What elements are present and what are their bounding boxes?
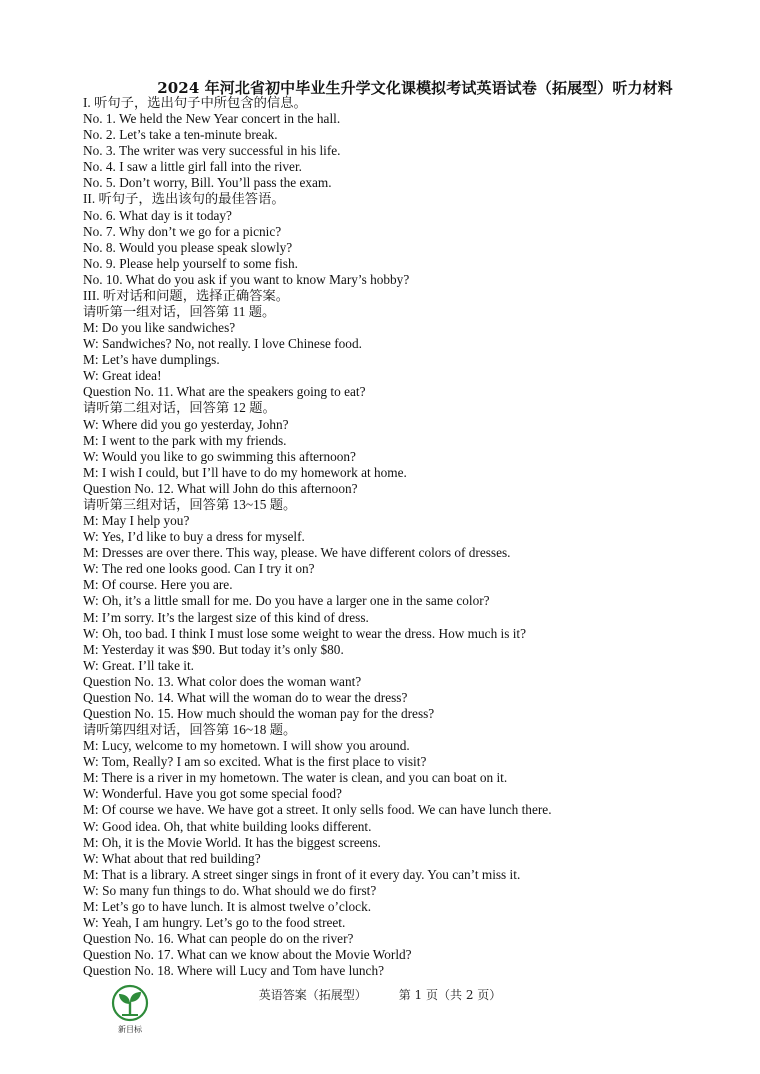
text-line: No. 5. Don’t worry, Bill. You’ll pass the exam. xyxy=(83,175,332,191)
text-line: 请听第一组对话，回答第 11 题。 xyxy=(83,304,276,320)
text-line: No. 8. Would you please speak slowly? xyxy=(83,239,293,255)
text-line: I. 听句子，选出句子中所包含的信息。 xyxy=(83,95,307,110)
text-line: M: Do you like sandwiches? xyxy=(83,320,236,336)
text-line: No. 1. We held the New Year concert in the hall. xyxy=(83,111,341,127)
text-line: M: Lucy, welcome to my hometown. I will show you around. xyxy=(83,738,410,754)
text-line: Question No. 11. What are the speakers going to eat? xyxy=(83,384,366,400)
text-line: Question No. 17. What can we know about the Movie World? xyxy=(83,947,412,963)
text-line: W: Where did you go yesterday, John? xyxy=(83,416,289,432)
logo-text: 新目标 xyxy=(118,1025,142,1034)
text-line: M: I’m sorry. It’s the largest size of this kind of dress. xyxy=(83,609,369,625)
text-line: Question No. 12. What will John do this afternoon? xyxy=(83,480,358,496)
text-line: No. 2. Let’s take a ten-minute break. xyxy=(83,127,278,143)
text-line: 请听第四组对话，回答第 16~18 题。 xyxy=(83,722,297,738)
text-line: W: Yes, I’d like to buy a dress for myself. xyxy=(83,529,305,545)
text-line: II. 听句子，选出该句的最佳答语。 xyxy=(83,191,285,207)
text-line: M: Let’s go to have lunch. It is almost twelve o’clock. xyxy=(83,898,372,914)
text-line: M: Of course we have. We have got a street. It only sells food. We can have lunch there. xyxy=(83,802,552,818)
text-line: No. 3. The writer was very successful in his life. xyxy=(83,143,341,159)
text-line: No. 9. Please help yourself to some fish. xyxy=(83,255,298,271)
text-line: M: Oh, it is the Movie World. It has the biggest screens. xyxy=(83,834,381,850)
text-line: No. 7. Why don’t we go for a picnic? xyxy=(83,223,282,239)
text-line: W: Yeah, I am hungry. Let’s go to the food street. xyxy=(83,914,346,930)
text-line: Question No. 13. What color does the woman want? xyxy=(83,673,362,689)
text-line: M: May I help you? xyxy=(83,513,190,529)
footer-page-number: 第 1 页（共 2 页） xyxy=(398,988,502,1002)
page-footer xyxy=(0,986,760,1003)
text-line: M: Of course. Here you are. xyxy=(83,577,233,593)
text-line: W: Oh, it’s a little small for me. Do you have a larger one in the same color? xyxy=(83,593,490,609)
text-line: No. 6. What day is it today? xyxy=(83,207,232,223)
document-title: 2024 年河北省初中毕业生升学文化课模拟考试英语试卷（拓展型）听力材料 xyxy=(157,79,673,97)
text-line: 请听第三组对话，回答第 13~15 题。 xyxy=(83,496,297,512)
text-line: W: Would you like to go swimming this afternoon? xyxy=(83,448,356,464)
text-line: Question No. 18. Where will Lucy and Tom have lunch? xyxy=(83,963,385,979)
text-line: W: Great idea! xyxy=(83,368,162,384)
text-line: W: Good idea. Oh, that white building looks different. xyxy=(83,818,372,834)
text-line: Question No. 14. What will the woman do to wear the dress? xyxy=(83,689,408,705)
text-line: W: Oh, too bad. I think I must lose some weight to wear the dress. How much is it? xyxy=(83,625,527,641)
text-line: W: Great. I’ll take it. xyxy=(83,657,195,673)
text-line: Question No. 15. How much should the woman pay for the dress? xyxy=(83,705,435,721)
text-line: M: I went to the park with my friends. xyxy=(83,432,287,448)
text-line: 请听第二组对话，回答第 12 题。 xyxy=(83,400,276,416)
text-line: No. 10. What do you ask if you want to know Mary’s hobby? xyxy=(83,271,410,287)
text-line: W: Sandwiches? No, not really. I love Chinese food. xyxy=(83,336,362,352)
text-line: III. 听对话和问题，选择正确答案。 xyxy=(83,287,290,303)
text-line: M: That is a library. A street singer sings in front of it every day. You can’t miss it. xyxy=(83,866,521,882)
text-line: M: There is a river in my hometown. The water is clean, and you can boat on it. xyxy=(83,770,508,786)
text-line: W: The red one looks good. Can I try it on? xyxy=(83,561,315,577)
text-line: W: Tom, Really? I am so excited. What is the first place to visit? xyxy=(83,754,427,770)
text-line: W: What about that red building? xyxy=(83,850,261,866)
text-line: M: Let’s have dumplings. xyxy=(83,352,220,368)
footer-label: 英语答案（拓展型） xyxy=(258,988,367,1002)
text-line: W: Wonderful. Have you got some special food? xyxy=(83,786,342,802)
text-line: M: Yesterday it was $90. But today it’s only $80. xyxy=(83,641,344,657)
document-body xyxy=(83,95,723,979)
text-line: W: So many fun things to do. What should we do first? xyxy=(83,882,377,898)
text-line: M: I wish I could, but I’ll have to do my homework at home. xyxy=(83,464,407,480)
text-line: M: Dresses are over there. This way, please. We have different colors of dresses. xyxy=(83,545,511,561)
text-line: No. 4. I saw a little girl fall into the river. xyxy=(83,159,302,175)
text-line: Question No. 16. What can people do on the river? xyxy=(83,931,354,947)
